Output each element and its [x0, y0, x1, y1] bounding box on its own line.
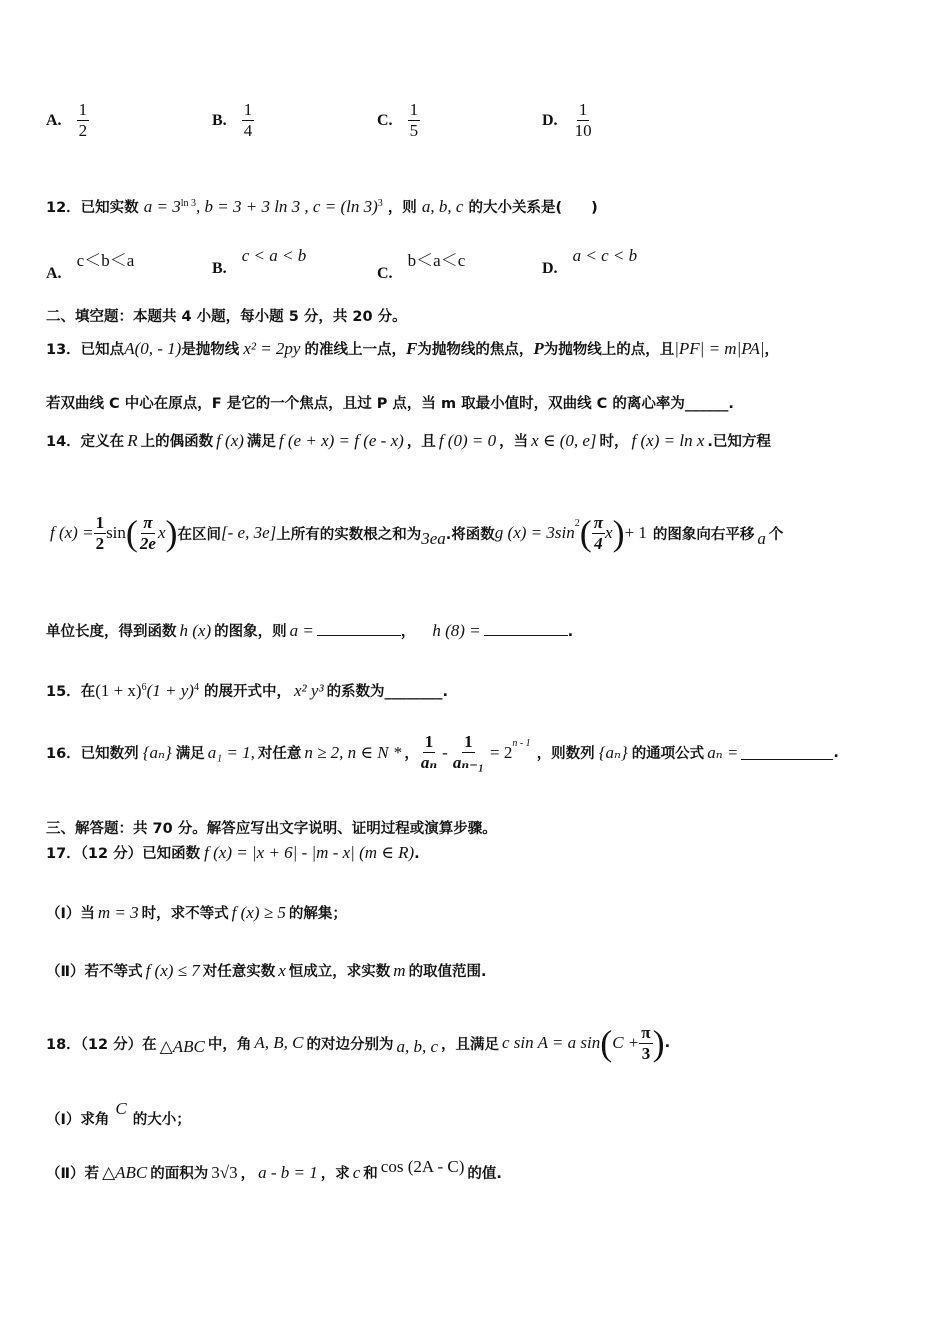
fraction: $\frac{1}{10}$ — [574, 100, 592, 140]
q11-option-a — [46, 100, 89, 141]
q17-part1: （Ⅰ）当 m = 3 时，求不等式 f (x) ≥ 5 的解集； — [46, 903, 347, 922]
paren-left: ( — [579, 513, 592, 553]
fraction: $\frac{\pi}{3}$ — [641, 1022, 651, 1063]
fraction: $\frac{1}{\text{aₙ}}$ — [420, 732, 438, 772]
answer-blank[interactable] — [741, 745, 833, 760]
option-label: A. — [46, 112, 62, 129]
fraction: $\frac{1}{4}$ — [243, 100, 253, 140]
q18-part2: （Ⅱ）若 △ABC 的面积为 3√3 ， a - b = 1 ，求 c 和 cos (2A - C) 的值. — [46, 1157, 502, 1182]
q11-option-b — [212, 100, 254, 141]
option-label: C. — [377, 112, 393, 129]
section2-heading: 二、填空题：本题共 4 小题，每小题 5 分，共 20 分。 — [46, 309, 407, 325]
q14-line1: 14．定义在 R 上的偶函数 f (x) 满足 f (e + x) = f (e - x) ，且 f (0) = 0 ，当 x ∈ (0, e] 时， f (x) = ln x .已知方程 — [46, 431, 771, 450]
q16-stem: 16．已知数列 {aₙ} 满足 a₁ = 1, 对任意 n ≥ 2, n ∈ N * ， $\frac{1}{\text{aₙ}}$ - $\frac{1}{\text{aₙ₋₁}}$ = 2 $^{n - 1}$ ，则数列 {aₙ} 的通项公式 aₙ = . — [46, 732, 839, 772]
fraction: $\frac{1}{\text{aₙ₋₁}}$ — [452, 732, 484, 772]
answer-blank[interactable] — [317, 621, 401, 636]
fraction: $\frac{1}{2}$ — [78, 100, 88, 140]
q17-stem: 17．（12 分）已知函数 f (x) = |x + 6| - |m - x| (m ∈ R). — [46, 843, 420, 862]
paren-left: ( — [125, 513, 138, 553]
q12-option-d: D. a < c < b — [542, 246, 638, 277]
paren-right: ) — [612, 513, 625, 553]
paren-right: ) — [165, 513, 178, 553]
q12-option-c: C. b＜a＜c — [377, 251, 466, 282]
q12-stem: 12．已知实数 $a = 3^{ln 3}$, b = 3 + 3 ln 3 , c = (ln 3)$^3$ ，则 a, b, c 的大小关系是( ) — [46, 197, 598, 216]
section3-heading: 三、解答题：共 70 分。解答应写出文字说明、证明过程或演算步骤。 — [46, 821, 497, 837]
option-label: D. — [542, 112, 558, 129]
q14-line2: f (x) = $\frac{1}{2}$ sin ( $\frac{\pi}{2e}$ x ) 在区间 [- e, 3e] 上所有的实数根之和为 3ea .将函数 g (x) = 3sin $^2$ ( $\frac{\pi}{4}$ x ) + 1 的图象向右平移 a 个 — [50, 512, 784, 553]
option-label: B. — [212, 112, 227, 129]
fraction: $\frac{\pi}{4}$ — [593, 512, 604, 553]
q18-stem: 18．（12 分）在 △ABC 中，角 A, B, C 的对边分别为 a, b, c ，且满足 c sin A = a sin ( C + $\frac{\pi}{3}$ ) . — [46, 1022, 671, 1063]
q12-option-b: B. c < a < b — [212, 246, 307, 277]
q17-part2: （Ⅱ）若不等式 f (x) ≤ 7 对任意实数 x 恒成立，求实数 m 的取值范围. — [46, 961, 487, 980]
q15-stem: 15．在$(1 + x)^6(1 + y)^4$ 的展开式中， x² y³ 的系数为________. — [46, 681, 449, 700]
q13-line2: 若双曲线 C 中心在原点，F 是它的一个焦点，且过 P 点，当 m 取最小值时，双曲线 C 的离心率为______. — [46, 396, 734, 412]
fraction: $\frac{1}{5}$ — [409, 100, 419, 140]
q18-part1: （Ⅰ）求角C的大小； — [46, 1099, 191, 1128]
q14-line3: 单位长度，得到函数 h (x) 的图象，则 a = ， h (8) = . — [46, 621, 574, 640]
fraction: $\frac{1}{2}$ — [95, 512, 105, 553]
q13-line1: 13．已知点A(0, - 1)是抛物线 x² = 2py 的准线上一点，F为抛物线的焦点，P为抛物线上的点，且|PF| = m|PA|， — [46, 339, 780, 358]
q11-option-d — [542, 100, 594, 141]
q11-option-c — [377, 100, 420, 141]
paren-right: ) — [652, 1023, 665, 1063]
fraction: $\frac{\pi}{2e}$ — [139, 512, 156, 553]
paren-left: ( — [600, 1023, 613, 1063]
q12-option-a: A. c＜b＜a — [46, 251, 135, 282]
answer-blank[interactable] — [484, 621, 568, 636]
